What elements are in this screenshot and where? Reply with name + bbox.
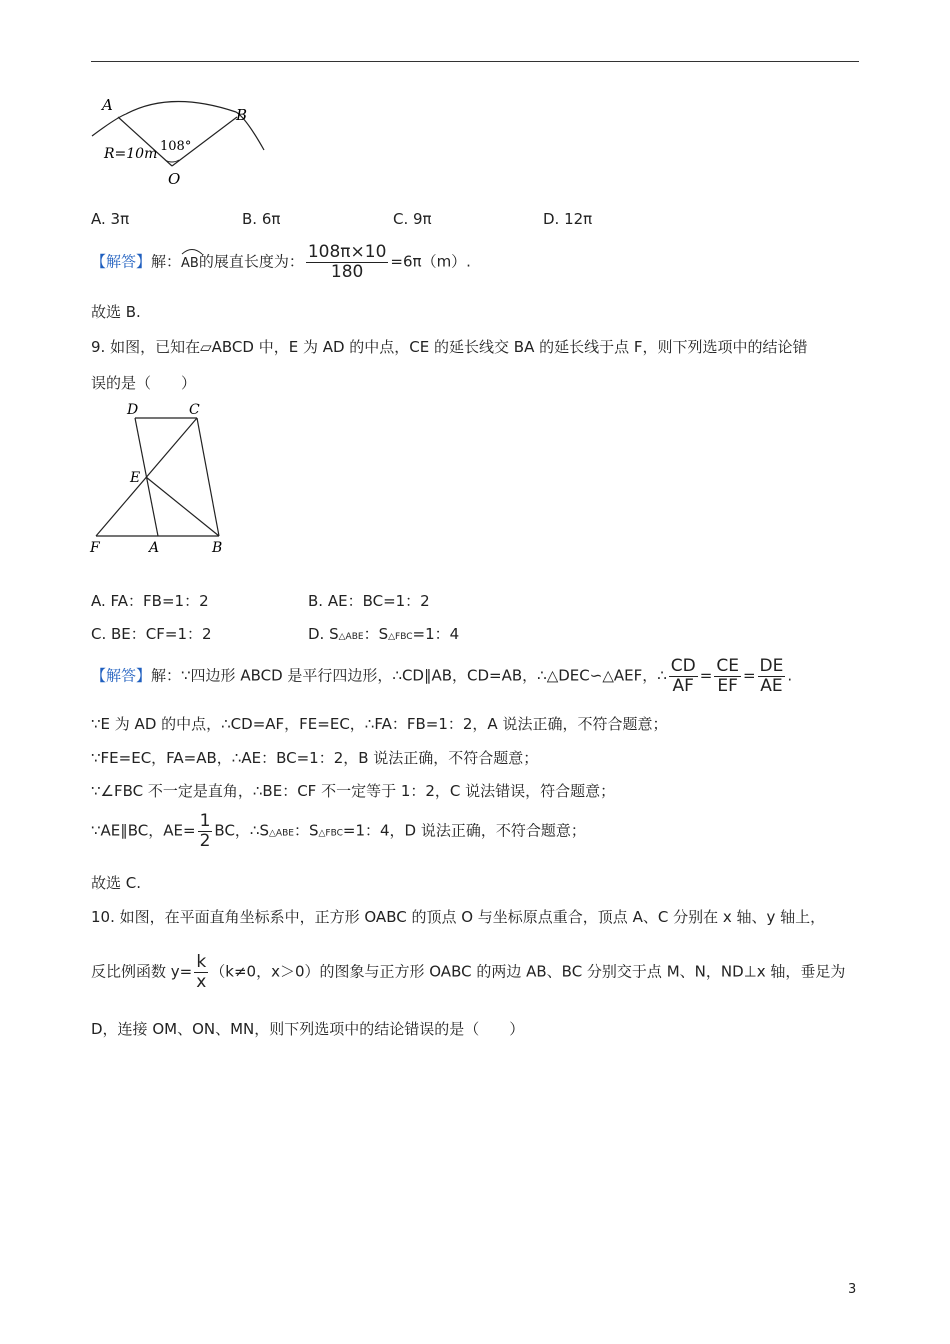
fig-label-f: F (90, 540, 100, 556)
frac-ef: EF (717, 675, 738, 696)
q9-frac-half (198, 812, 213, 850)
arc-ab-symbol (181, 247, 199, 271)
q9-opt-d-sub1: △ABE (338, 632, 364, 642)
q8-answer-tag: 【解答】 (91, 252, 152, 271)
q9-option-d (308, 623, 459, 644)
q9-frac-ce-ef (714, 657, 741, 695)
edge-eb (146, 477, 219, 536)
parallelogram-figure (86, 398, 232, 556)
q9-opt-d-sub2: △FBC (388, 632, 413, 642)
q9-answer-line5 (91, 812, 586, 850)
q9-stem-line1: 9. 如图，已知在▱ABCD 中，E 为 AD 的中点，CE 的延长线交 BA 的延长线于点 F，则下列选项中的结论错 (91, 338, 808, 356)
frac-1: 1 (199, 811, 211, 831)
q9-l5-mid2: ：S (293, 821, 319, 840)
q9-l5-post: =1：4，D 说法正确，不符合题意； (342, 821, 586, 840)
eq-sign-1: = (699, 666, 713, 685)
end-dot: . (787, 666, 793, 685)
fig-label-d: D (127, 402, 139, 418)
q10-stem-line1: 10. 如图，在平面直角坐标系中，正方形 OABC 的顶点 O 与坐标原点重合，顶点 A、C 分别在 x 轴、y 轴上， (91, 908, 826, 926)
q10-stem-line3: D，连接 OM、ON、MN，则下列选项中的结论错误的是（ ） (91, 1020, 525, 1038)
eq-sign-2: = (742, 666, 756, 685)
q9-stem-line2: 误的是（ ） (91, 374, 197, 392)
q9-l5-sub2: △FBC (318, 828, 343, 839)
arc-label-angle: 108° (160, 139, 192, 154)
q8-option-a: A. 3π (91, 210, 130, 228)
frac-x: x (196, 971, 207, 992)
q9-answer-tag: 【解答】 (91, 666, 152, 685)
arc-overline-icon (181, 247, 203, 255)
frac-de: DE (759, 656, 784, 676)
edge-cb (197, 418, 219, 536)
q10-frac-kx (194, 953, 208, 991)
arc-label-radius: R=10m (104, 146, 158, 162)
q9-answer-line1 (91, 657, 792, 695)
q9-l5-pre: ∵AE∥BC，AE= (91, 821, 196, 840)
q9-opt-d-mid: ：S (363, 625, 389, 643)
q8-frac-num: 108π×10 (307, 242, 387, 262)
q8-choose: 故选 B. (91, 303, 141, 321)
q8-answer-pre: 解： (151, 252, 182, 271)
frac-ce: CE (716, 656, 739, 676)
q8-fraction (306, 243, 389, 281)
q9-frac-cd-af (669, 657, 698, 695)
q9-option-a: A. FA：FB=1：2 (91, 592, 209, 610)
q9-l5-sub1: △ABE (269, 828, 294, 839)
arc-figure (86, 92, 271, 188)
fig-label-e: E (130, 470, 141, 486)
q9-l5-mid: BC，∴S (214, 821, 269, 840)
fig-label-b: B (212, 540, 223, 556)
arc-label-o: O (168, 170, 181, 188)
q9-option-c: C. BE：CF=1：2 (91, 625, 212, 643)
frac-2: 2 (199, 830, 211, 851)
arc-label-a: A (102, 96, 113, 114)
arc-ab-text: AB (181, 255, 199, 271)
q9-opt-d-post: =1：4 (412, 625, 460, 643)
q9-answer-line4: ∵∠FBC 不一定是直角，∴BE：CF 不一定等于 1：2，C 说法错误，符合题意； (91, 782, 616, 800)
fig-label-c: C (189, 402, 200, 418)
q8-answer-mid: 的展直长度为： (198, 252, 304, 271)
frac-af: AF (672, 675, 694, 696)
q9-frac-de-ae (758, 657, 786, 695)
q9-answer-line2: ∵E 为 AD 的中点，∴CD=AF，FE=EC，∴FA：FB=1：2，A 说法正确，不符合题意； (91, 715, 668, 733)
q8-option-c: C. 9π (393, 210, 432, 228)
page-number: 3 (848, 1282, 857, 1297)
q8-frac-den: 180 (330, 261, 364, 282)
header-rule (91, 61, 859, 62)
q10-line2-post: （k≠0，x＞0）的图象与正方形 OABC 的两边 AB、BC 分别交于点 M、N，ND⊥x 轴，垂足为 (210, 962, 846, 981)
q9-choose: 故选 C. (91, 874, 142, 892)
q10-stem-line2 (91, 953, 845, 991)
q8-answer (91, 243, 471, 281)
frac-k: k (194, 953, 208, 973)
q10-line2-pre: 反比例函数 y= (91, 962, 193, 981)
q8-answer-post: =6π（m）. (390, 252, 471, 271)
q9-option-b: B. AE：BC=1：2 (308, 592, 430, 610)
fig-label-a: A (149, 540, 160, 556)
q9-answer-line3: ∵FE=EC，FA=AB，∴AE：BC=1：2，B 说法正确，不符合题意； (91, 749, 539, 767)
arc-label-b: B (236, 106, 248, 124)
q9-answer-text1: 解：∵四边形 ABCD 是平行四边形，∴CD∥AB，CD=AB，∴△DEC∽△AEF，∴ (151, 666, 667, 685)
frac-ae: AE (760, 675, 783, 696)
q9-opt-d-pre: D. S (308, 625, 339, 643)
frac-cd: CD (670, 656, 696, 676)
q8-option-b: B. 6π (242, 210, 281, 228)
q8-option-d: D. 12π (543, 210, 593, 228)
